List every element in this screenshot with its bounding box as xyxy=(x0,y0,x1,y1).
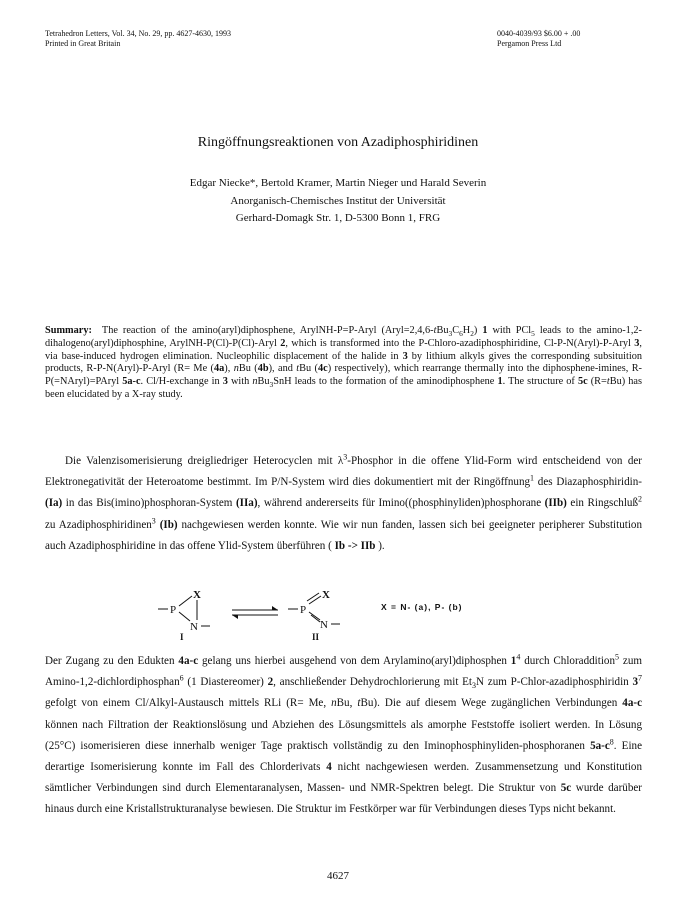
body-text: Bu, xyxy=(336,697,358,710)
body-text: , während andererseits für Imino((phosphinyliden)phosphorane xyxy=(257,497,545,510)
body-text: zu Azadiphosphiridinen xyxy=(45,518,152,531)
body-text: gefolgt von einem Cl/Alkyl-Austausch mittels RLi (R= Me, xyxy=(45,697,332,710)
summary-text: n xyxy=(252,376,258,388)
atom-X: X xyxy=(193,589,201,601)
body-text: gelang uns hierbei ausgehend von dem Arylamino(aryl)diphosphen xyxy=(198,655,511,667)
summary-text: C xyxy=(452,325,460,336)
address: Gerhard-Domagk Str. 1, D-5300 Bonn 1, FRG xyxy=(235,212,441,224)
body-text: n xyxy=(331,697,337,710)
compound-ref: 4a-c xyxy=(178,655,199,667)
body-text: , anschließender Dehydrochlorierung mit Et xyxy=(273,676,473,689)
bond xyxy=(309,596,321,604)
subscript: 3 xyxy=(448,329,453,339)
body-text: können nach Filtration der Reaktionslösung und Abziehen des Lösungsmittels als amorphe Feststoffe isoliert werden. In Lösung (25°C) isomerisieren diese innerhalb weniger Tage praktisch vollständig zu den Iminophosphinyliden-phosphoranen xyxy=(45,718,642,752)
atom-N: N xyxy=(320,619,328,631)
compound-ref: 5a-c xyxy=(590,739,610,752)
body-text: wurde darüber hinaus durch eine Kristallstrukturanalyse bewiesen. Die Struktur im Festkörper war für Verbindungen dieses Typs nicht bekannt. xyxy=(45,782,642,816)
compound-ref: 5a-c xyxy=(122,376,141,388)
summary-text: Bu ( xyxy=(299,363,318,375)
summary-text: The reaction of the amino(aryl)diphosphene, ArylNH-P=P-Aryl (Aryl=2,4,6- xyxy=(101,325,434,336)
summary-text: Bu) has been elucidated by a X-ray study. xyxy=(45,376,642,400)
summary-text: (R= xyxy=(587,376,607,388)
paper-title: Ringöffnungsreaktionen von Azadiphosphiridinen xyxy=(197,135,479,150)
summary-text: Bu xyxy=(257,376,270,388)
summary-text: ) respectively), which rearrange thermally into the diphosphene-imines, R-P(=NAryl)=PAryl xyxy=(45,363,642,388)
reference-superscript: 8 xyxy=(609,737,614,747)
summary-text: , which is transformed into the P-Chloro-azadiphosphiridine, Cl-P-N(Aryl)-P-Aryl xyxy=(285,337,635,349)
institute: Anorganisch-Chemisches Institut der Universität xyxy=(230,194,446,207)
paragraph-intro xyxy=(45,451,642,557)
compound-ref: Ib -> IIb xyxy=(334,539,376,552)
compound-ref: 1 xyxy=(482,325,488,336)
body-text: des Diazaphosphiridin- xyxy=(534,476,642,489)
compound-ref: 3 xyxy=(632,676,638,689)
summary-text: . The structure of xyxy=(502,376,578,388)
reference-superscript: 1 xyxy=(530,473,535,483)
compound-ref: (Ia) xyxy=(45,497,63,510)
paragraph-synthesis xyxy=(45,651,642,821)
compound-ref: 1 xyxy=(497,376,503,388)
body-text: Die Valenzisomerisierung dreigliedriger Heterocyclen mit λ xyxy=(65,455,344,467)
subscript: 3 xyxy=(472,681,477,691)
summary-abstract xyxy=(45,325,642,402)
compound-ref: 4a xyxy=(213,363,225,375)
journal-line: Tetrahedron Letters, Vol. 34, No. 29, pp. 4627-4630, 1993 xyxy=(45,29,232,38)
compound-ref: 1 xyxy=(510,655,517,667)
body-text: -Phosphor in die offene Ylid-Form wird entscheidend von der Elektronegativität der Heteroatome bestimmt. Im P/N-System wird dies dokumentiert mit der Ringöffnung xyxy=(45,455,642,489)
compound-ref: (Ib) xyxy=(159,518,178,531)
body-text: Der Zugang zu den Edukten xyxy=(45,655,179,667)
bond xyxy=(179,596,192,606)
label-II: II xyxy=(312,632,320,642)
body-text: N zum P-Chlor-azadiphosphiridin xyxy=(476,676,633,689)
publisher: Pergamon Press Ltd xyxy=(497,39,562,48)
compound-ref: 2 xyxy=(267,676,274,689)
atom-N: N xyxy=(190,621,198,633)
body-text: nachgewiesen werden konnte. Wie wir nun fanden, lassen sich bei geeigneter peripherer Substitution auch Azadiphosphiridine in das offene Ylid-System überführen ( xyxy=(45,518,643,552)
atom-P: P xyxy=(300,604,307,616)
compound-ref: 4b xyxy=(257,363,269,375)
label-I: I xyxy=(180,632,184,642)
structure-II xyxy=(288,589,340,642)
summary-text: SnH leads to the formation of the aminodiphosphene xyxy=(273,376,498,388)
subscript: 6 xyxy=(459,329,463,339)
summary-text: ) xyxy=(473,325,483,336)
reference-superscript: 4 xyxy=(516,652,521,662)
summary-text: by lithium alkyls gives the corresponding subsituition products, R-P-N(Aryl)-P-Aryl (R= Me ( xyxy=(45,350,642,375)
summary-text: leads to the amino-1,2-dihalogeno(aryl)diphosphine, ArylNH-P(Cl)-P(Cl)-Aryl xyxy=(45,325,642,349)
compound-ref: 2 xyxy=(280,337,286,349)
equilibrium-arrows xyxy=(232,606,278,619)
summary-text: Bu xyxy=(436,325,449,336)
summary-label: Summary: xyxy=(45,325,92,336)
compound-ref: 3 xyxy=(634,337,640,349)
bond xyxy=(309,612,320,620)
summary-text: . Cl/H-exchange in xyxy=(140,376,223,388)
compound-ref: 3 xyxy=(222,376,228,388)
atom-X: X xyxy=(322,589,330,601)
subscript: 3 xyxy=(269,380,274,390)
body-text: in das Bis(imino)phosphoran-System xyxy=(62,497,236,510)
compound-ref: 4 xyxy=(326,761,332,774)
compound-ref: 4a-c xyxy=(622,697,642,710)
summary-text: t xyxy=(433,325,437,336)
summary-text: n xyxy=(233,363,239,375)
atom-P: P xyxy=(170,604,177,616)
bond xyxy=(307,593,319,601)
summary-text: with xyxy=(227,376,253,388)
body-text: ). xyxy=(375,539,385,552)
subscript: 5 xyxy=(531,329,535,339)
compound-ref: 3 xyxy=(402,350,408,362)
summary-text: H xyxy=(462,325,471,336)
printed-line: Printed in Great Britain xyxy=(45,39,121,48)
page-number: 4627 xyxy=(327,870,349,882)
reference-superscript: 5 xyxy=(615,652,620,662)
summary-text: ), xyxy=(224,363,234,375)
authors: Edgar Niecke*, Bertold Kramer, Martin Nieger und Harald Severin xyxy=(189,177,487,189)
body-text: . Eine derartige Isomerisierung konnte im Fall des Chlorderivats xyxy=(45,739,642,774)
body-text: t xyxy=(357,697,361,710)
summary-text: t xyxy=(296,363,300,375)
summary-text: Bu ( xyxy=(238,363,258,375)
summary-text: with PCl xyxy=(487,325,532,336)
body-text: (1 Diastereomer) xyxy=(183,676,268,689)
summary-text: , via base-induced hydrogen elimination. Nucleophilic displacement of the halide in xyxy=(45,337,642,362)
body-text: nicht nachgewiesen werden. Zusammensetzung und Konstitution sämtlicher Verbindungen sind durch Elementaranalysen, Massen- und NMR-Spektren belegt. Die Struktur von xyxy=(45,761,643,795)
issn-price: 0040-4039/93 $6.00 + .00 xyxy=(497,29,581,38)
reaction-scheme xyxy=(150,588,510,642)
summary-text: ), and xyxy=(268,363,297,375)
body-text: Bu). Die auf diesem Wege zugänglichen Verbindungen xyxy=(360,697,623,710)
journal-citation xyxy=(45,29,231,49)
compound-ref: (IIa) xyxy=(235,497,258,510)
bond xyxy=(179,612,190,621)
compound-ref: (IIb) xyxy=(544,497,567,510)
author-block xyxy=(0,175,676,228)
reference-superscript: 7 xyxy=(638,673,642,683)
body-text: durch Chloraddition xyxy=(520,655,616,667)
reference-superscript: 2 xyxy=(638,494,642,504)
body-text: ein Ringschluß xyxy=(566,497,638,510)
price-info xyxy=(497,29,580,49)
body-text: zum Amino-1,2-dichlordiphosphan xyxy=(45,655,643,689)
structure-I xyxy=(158,589,210,642)
reference-superscript: 6 xyxy=(179,673,184,683)
compound-ref: 4c xyxy=(318,363,328,375)
compound-ref: 5c xyxy=(577,376,588,388)
subscript: 2 xyxy=(470,329,474,339)
reference-superscript: 3 xyxy=(151,515,156,525)
summary-text: t xyxy=(606,376,610,388)
scheme-legend: X = N- (a), P- (b) xyxy=(381,602,463,612)
superscript: 3 xyxy=(343,452,348,462)
compound-ref: 5c xyxy=(560,782,572,795)
